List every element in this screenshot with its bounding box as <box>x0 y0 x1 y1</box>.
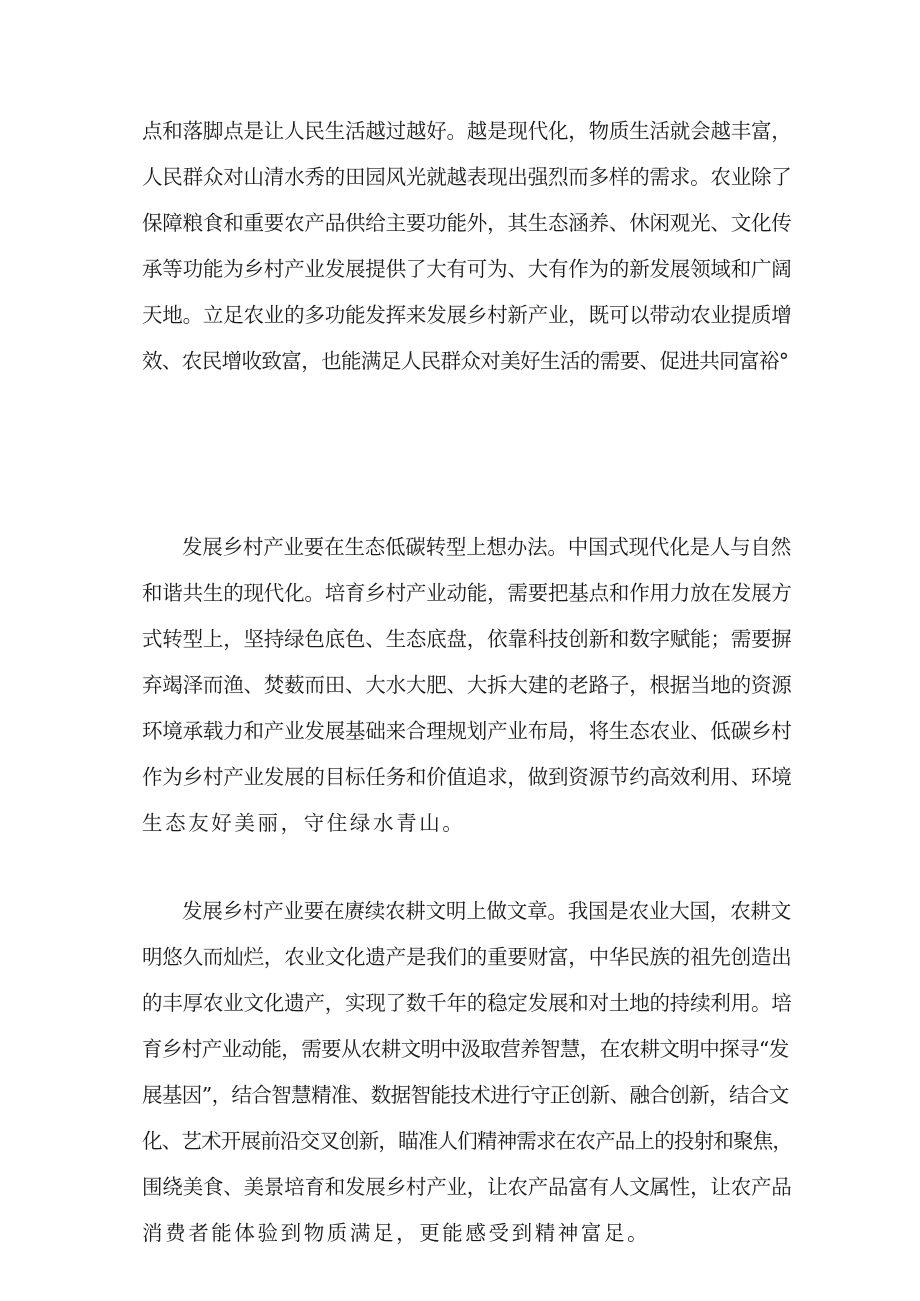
text-line: 消费者能体验到物质满足，更能感受到精神富足。 <box>142 1221 651 1245</box>
text-line: 作为乡村产业发展的目标任务和价值追求，做到资源节约高效利用、环境 <box>142 765 792 789</box>
paragraph-1 <box>142 108 792 384</box>
text-line: 人民群众对山清水秀的田园风光就越表现出强烈而多样的需求。农业除了 <box>142 165 792 189</box>
text-line: 明悠久而灿烂，农业文化遗产是我们的重要财富，中华民族的祖先创造出 <box>142 945 792 969</box>
text-line: 式转型上，坚持绿色底色、生态底盘，依靠科技创新和数字赋能；需要摒 <box>142 627 792 651</box>
text-line: 效、农民增收致富，也能满足人民群众对美好生活的需要、促进共同富裕° <box>142 349 789 373</box>
text-line: 育乡村产业动能，需要从农耕文明中汲取营养智慧，在农耕文明中探寻“发 <box>142 1037 789 1061</box>
text-line: 点和落脚点是让人民生活越过越好。越是现代化，物质生活就会越丰富， <box>142 119 792 143</box>
text-line: 围绕美食、美景培育和发展乡村产业，让农产品富有人文属性，让农产品 <box>142 1175 792 1199</box>
text-line: 环境承载力和产业发展基础来合理规划产业布局，将生态农业、低碳乡村 <box>142 719 792 743</box>
paragraph-3 <box>142 888 792 1256</box>
text-line: 化、艺术开展前沿交叉创新，瞄准人们精神需求在农产品上的投射和聚焦， <box>142 1129 793 1153</box>
text-line: 发展乡村产业要在赓续农耕文明上做文章。我国是农业大国，农耕文 <box>182 899 791 923</box>
text-line: 保障粮食和重要农产品供给主要功能外，其生态涵养、休闲观光、文化传 <box>142 211 792 235</box>
text-line: 天地。立足农业的多功能发挥来发展乡村新产业，既可以带动农业提质增 <box>142 303 792 327</box>
paragraph-2 <box>142 524 792 846</box>
text-line: 发展乡村产业要在生态低碳转型上想办法。中国式现代化是人与自然 <box>182 535 791 559</box>
text-line: 的丰厚农业文化遗产，实现了数千年的稳定发展和对土地的持续利用。培 <box>142 991 792 1015</box>
text-line: 弃竭泽而渔、焚薮而田、大水大肥、大拆大建的老路子，根据当地的资源 <box>142 673 792 697</box>
text-line: 承等功能为乡村产业发展提供了大有可为、大有作为的新发展领域和广阔 <box>142 257 792 281</box>
text-line: 展基因”，结合智慧精准、数据智能技术进行守正创新、融合创新，结合文 <box>142 1083 789 1107</box>
text-line: 生态友好美丽，守住绿水青山。 <box>142 811 466 835</box>
text-line: 和谐共生的现代化。培育乡村产业动能，需要把基点和作用力放在发展方 <box>142 581 792 605</box>
